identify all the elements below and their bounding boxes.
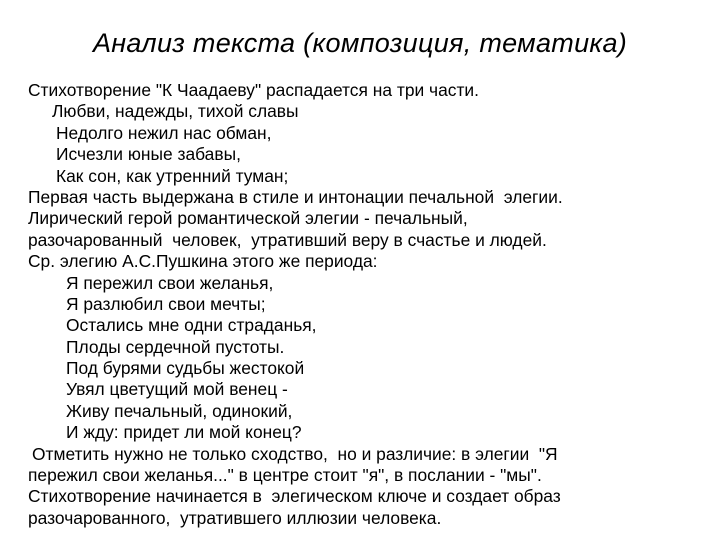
text-line: разочарованного, утратившего иллюзии человека.	[28, 507, 442, 528]
slide-body	[28, 80, 708, 529]
poem-line: Я разлюбил свои мечты;	[66, 293, 266, 314]
poem-line: Увял цветущий мой венец -	[66, 379, 288, 400]
text-line: Отметить нужно не только сходство, но и различие: в элегии "Я	[32, 443, 558, 464]
poem-line: Живу печальный, одинокий,	[66, 400, 293, 421]
poem-line: Остались мне одни страданья,	[66, 315, 317, 336]
poem-line: Плоды сердечной пустоты.	[66, 336, 285, 357]
poem-line: Я пережил свои желанья,	[66, 272, 274, 293]
poem-line: И жду: придет ли мой конец?	[66, 422, 302, 443]
poem-line: Недолго нежил нас обман,	[56, 122, 272, 143]
poem-line: Как сон, как утренний туман;	[56, 165, 289, 186]
poem-line: Исчезли юные забавы,	[56, 144, 241, 165]
slide-title: Анализ текста (композиция, тематика)	[92, 28, 628, 58]
text-line: пережил свои желанья..." в центре стоит "я", в послании - "мы".	[28, 465, 542, 486]
text-line: Лирический герой романтической элегии - печальный,	[28, 208, 468, 229]
text-line: Ср. элегию А.С.Пушкина этого же периода:	[28, 251, 378, 272]
text-line: Первая часть выдержана в стиле и интонации печальной элегии.	[28, 186, 563, 207]
poem-line: Под бурями судьбы жестокой	[66, 358, 305, 379]
text-line: разочарованный человек, утративший веру в счастье и людей.	[28, 229, 547, 250]
text-line: Стихотворение начинается в элегическом ключе и создает образ	[28, 486, 561, 507]
text-line: Стихотворение "К Чаадаеву" распадается на три части.	[28, 80, 479, 100]
poem-line: Любви, надежды, тихой славы	[52, 101, 299, 122]
